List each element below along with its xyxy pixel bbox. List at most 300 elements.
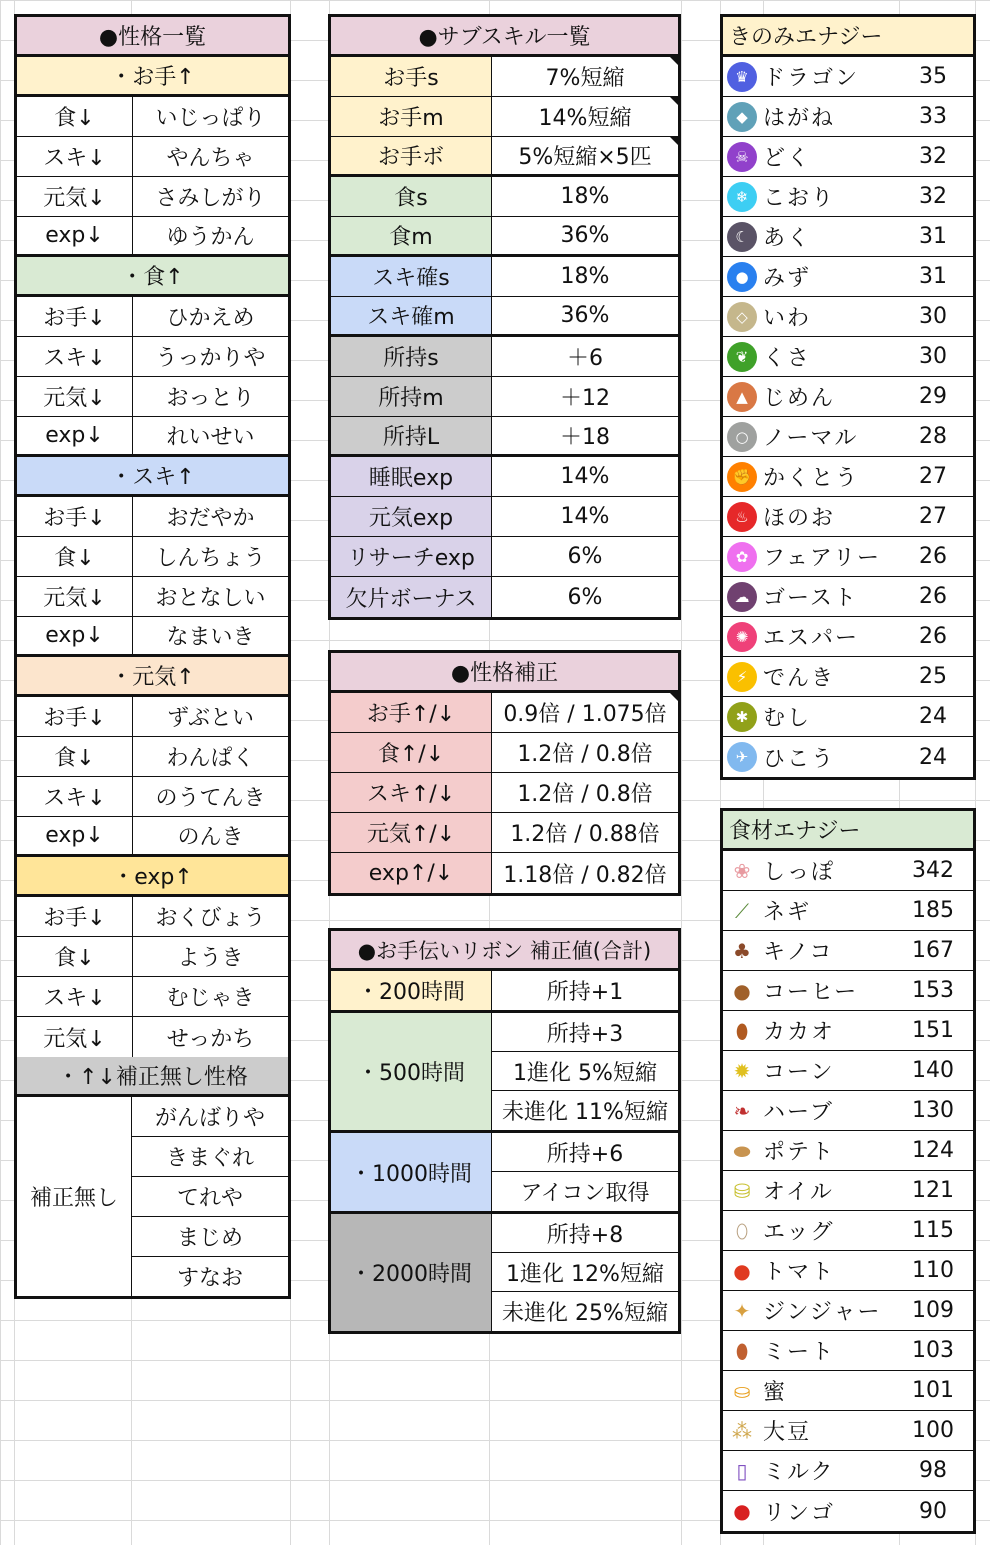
rock-icon: ◇ xyxy=(727,302,757,332)
nature-name: ようき xyxy=(132,937,288,976)
berry-type-name: いわ xyxy=(763,306,812,331)
nature-group-header-row xyxy=(17,657,288,697)
ingredient-row xyxy=(723,891,973,931)
ingredient-name: カカオ xyxy=(763,1020,836,1045)
ingredient-row xyxy=(723,1491,973,1531)
berry-type-name: ほのお xyxy=(763,506,836,531)
ribbon-value-row xyxy=(492,1292,678,1331)
berry-energy-value: 25 xyxy=(919,664,947,689)
neutral-nature-name: がんばりや xyxy=(154,1106,265,1131)
subskill-effect: 36% xyxy=(491,217,678,254)
ingredient-energy-table xyxy=(720,808,976,1534)
nature-down-stat: 食↓ xyxy=(54,946,95,971)
berry-row xyxy=(723,417,973,457)
ribbon-tier xyxy=(331,1013,678,1133)
ingredient-energy-value: 100 xyxy=(912,1418,954,1443)
subskill-effect: 14%短縮 xyxy=(491,97,678,136)
ingredient-name: 蜜 xyxy=(763,1380,788,1405)
subskill-row xyxy=(331,97,678,137)
berry-type-name: くさ xyxy=(763,346,812,371)
subskill-title: ●サブスキル一覧 xyxy=(418,25,591,50)
nature-row xyxy=(17,577,288,617)
berry-row xyxy=(723,97,973,137)
neutral-label: 補正無し xyxy=(17,1097,132,1296)
ribbon-tier-values xyxy=(491,1013,678,1130)
ribbon-value-row xyxy=(492,1172,678,1211)
dark-icon: ☾ xyxy=(727,222,757,252)
neutral-nature-row xyxy=(132,1097,288,1137)
ingredient-row xyxy=(723,1411,973,1451)
ingredient-energy-value: 124 xyxy=(912,1138,954,1163)
berry-energy-value: 30 xyxy=(919,344,947,369)
nature-down-stat: 元気↓ xyxy=(43,586,106,611)
ingredient-name: ミート xyxy=(763,1340,836,1365)
subskill-row xyxy=(331,257,678,297)
berry-type-name: ドラゴン xyxy=(763,66,860,91)
fire-icon: ♨ xyxy=(727,502,757,532)
berry-energy-value: 35 xyxy=(919,64,947,89)
ribbon-title: ●お手伝いリボン 補正値(合計) xyxy=(357,938,652,963)
nature-row xyxy=(17,697,288,737)
nature-row xyxy=(17,617,288,657)
subskill-row xyxy=(331,457,678,497)
nature-list-title: ●性格一覧 xyxy=(98,25,207,50)
subskill-effect: 6% xyxy=(491,577,678,617)
berry-row xyxy=(723,377,973,417)
ingredient-row xyxy=(723,1051,973,1091)
berry-type-name: はがね xyxy=(763,106,836,131)
subskill-effect: ＋18 xyxy=(491,417,678,454)
ribbon-tier-values xyxy=(491,971,678,1010)
ribbon-value-row xyxy=(492,1052,678,1091)
nature-row xyxy=(17,777,288,817)
nature-row xyxy=(17,1017,288,1057)
ingredient-name: ミルク xyxy=(763,1460,835,1485)
correction-multiplier: 1.18倍 / 0.82倍 xyxy=(491,853,678,893)
subskill-name: 元気exp xyxy=(331,497,491,536)
nature-name: おだやか xyxy=(132,497,288,536)
berry-energy-value: 26 xyxy=(919,584,947,609)
leek-icon: ⟋ xyxy=(735,898,749,923)
nature-name: わんぱく xyxy=(132,737,288,776)
nature-name: おっとり xyxy=(132,377,288,416)
subskill-effect: 18% xyxy=(491,257,678,296)
nature-name: なまいき xyxy=(132,617,288,654)
ingredient-title-row xyxy=(723,811,973,851)
nature-down-stat: スキ↓ xyxy=(43,146,106,171)
ribbon-value: 未進化 11%短縮 xyxy=(502,1100,668,1125)
nature-group-header: ・食↑ xyxy=(121,265,184,290)
correction-multiplier: 0.9倍 / 1.075倍 xyxy=(491,693,678,732)
subskill-effect: 7%短縮 xyxy=(491,57,678,96)
ingredient-name: リンゴ xyxy=(763,1500,836,1526)
nature-group-header-row xyxy=(17,857,288,897)
nature-name: さみしがり xyxy=(132,177,288,216)
coffee-icon: ● xyxy=(733,978,751,1003)
nature-down-stat: exp↓ xyxy=(45,423,104,448)
subskill-effect: 14% xyxy=(491,497,678,536)
berry-energy-value: 28 xyxy=(919,424,947,449)
berry-row xyxy=(723,337,973,377)
nature-name: むじゃき xyxy=(132,977,288,1016)
subskill-row xyxy=(331,217,678,257)
nature-name: ゆうかん xyxy=(132,217,288,254)
berry-row xyxy=(723,617,973,657)
mushroom-icon: ♣ xyxy=(733,938,751,963)
berry-type-name: じめん xyxy=(763,386,836,411)
bug-icon: ✱ xyxy=(727,702,757,732)
berry-row xyxy=(723,297,973,337)
ingredient-row xyxy=(723,1251,973,1291)
berry-energy-value: 31 xyxy=(919,264,947,289)
milk-icon: ▯ xyxy=(736,1458,748,1483)
ribbon-title-row xyxy=(331,931,678,971)
water-icon: ● xyxy=(727,262,757,292)
ribbon-value: 未進化 25%短縮 xyxy=(502,1301,668,1326)
subskill-effect: ＋12 xyxy=(491,377,678,416)
ginger-icon: ✦ xyxy=(733,1298,751,1323)
berry-row xyxy=(723,537,973,577)
subskill-name: 所持s xyxy=(331,337,491,376)
ingredient-energy-value: 151 xyxy=(912,1018,954,1043)
nature-name: うっかりや xyxy=(132,337,288,376)
subskill-name: 睡眠exp xyxy=(331,457,491,496)
correction-stat: スキ↑/↓ xyxy=(331,773,491,812)
berry-type-name: ノーマル xyxy=(763,426,859,451)
correction-stat: exp↑/↓ xyxy=(331,853,491,893)
ingredient-name: ネギ xyxy=(763,900,812,925)
nature-row xyxy=(17,417,288,457)
nature-group-header: ・exp↑ xyxy=(112,865,193,890)
ribbon-tier-label: ・200時間 xyxy=(331,971,491,1010)
neutral-header-row xyxy=(17,1057,288,1097)
ground-icon: ▲ xyxy=(727,382,757,412)
nature-row xyxy=(17,377,288,417)
neutral-nature-row xyxy=(132,1217,288,1257)
neutral-nature-name: すなお xyxy=(176,1266,243,1291)
ingredient-name: ジンジャー xyxy=(763,1300,882,1325)
nature-down-stat: スキ↓ xyxy=(43,346,106,371)
berry-row xyxy=(723,737,973,777)
nature-name: やんちゃ xyxy=(132,137,288,176)
nature-down-stat: 食↓ xyxy=(54,106,95,131)
nature-correction-table xyxy=(328,650,681,896)
egg-icon: ⬯ xyxy=(735,1218,749,1243)
ribbon-value: 所持+6 xyxy=(546,1141,624,1167)
apple-icon: ● xyxy=(733,1499,751,1523)
nature-down-stat: 元気↓ xyxy=(43,1026,106,1052)
nature-down-stat: 元気↓ xyxy=(43,386,106,411)
nature-row xyxy=(17,177,288,217)
nature-row xyxy=(17,137,288,177)
ribbon-tier xyxy=(331,1214,678,1331)
neutral-nature-row xyxy=(132,1137,288,1177)
corn-icon: ✹ xyxy=(733,1058,751,1083)
berry-title-row xyxy=(723,17,973,57)
berry-type-name: でんき xyxy=(763,666,836,691)
ingredient-energy-value: 121 xyxy=(912,1178,954,1203)
correction-multiplier: 1.2倍 / 0.8倍 xyxy=(491,733,678,772)
berry-type-name: エスパー xyxy=(763,626,860,651)
ingredient-title: 食材エナジー xyxy=(729,819,861,844)
ribbon-tier-label: ・1000時間 xyxy=(331,1133,491,1211)
normal-icon: ○ xyxy=(727,422,757,452)
nature-name: れいせい xyxy=(132,417,288,454)
berry-type-name: ひこう xyxy=(763,746,836,772)
subskill-row xyxy=(331,417,678,457)
ghost-icon: ☁ xyxy=(727,582,757,612)
ribbon-value: 所持+1 xyxy=(546,980,624,1005)
flying-icon: ✈ xyxy=(727,742,757,772)
ingredient-energy-value: 185 xyxy=(912,898,954,923)
berry-energy-value: 27 xyxy=(919,464,947,489)
ribbon-tier-values xyxy=(491,1133,678,1211)
ingredient-name: コーン xyxy=(763,1060,835,1085)
ribbon-value-row xyxy=(492,1091,678,1130)
subskill-row xyxy=(331,297,678,337)
subskill-name: 欠片ボーナス xyxy=(331,577,491,617)
correction-multiplier: 1.2倍 / 0.88倍 xyxy=(491,813,678,852)
ingredient-row xyxy=(723,1331,973,1371)
nature-down-stat: お手↓ xyxy=(43,906,106,931)
ingredient-energy-value: 153 xyxy=(912,978,954,1003)
correction-title: ●性格補正 xyxy=(450,661,559,686)
berry-energy-value: 32 xyxy=(919,184,947,209)
ribbon-value: 1進化 12%短縮 xyxy=(506,1261,664,1287)
nature-row xyxy=(17,977,288,1017)
ribbon-value-row xyxy=(492,971,678,1010)
tail-icon: ❀ xyxy=(733,858,751,883)
nature-group-header: ・元気↑ xyxy=(110,665,195,690)
nature-down-stat: お手↓ xyxy=(43,706,106,731)
berry-row xyxy=(723,257,973,297)
grass-icon: ❦ xyxy=(727,342,757,372)
subskill-name: お手ボ xyxy=(331,137,491,174)
berry-row xyxy=(723,577,973,617)
berry-row xyxy=(723,457,973,497)
ingredient-row xyxy=(723,1291,973,1331)
ingredient-energy-value: 130 xyxy=(912,1098,954,1123)
psychic-icon: ✺ xyxy=(727,622,757,652)
berry-type-name: みず xyxy=(763,266,812,291)
subskill-name: スキ確s xyxy=(331,257,491,296)
neutral-nature-name: まじめ xyxy=(176,1226,243,1251)
subskill-row xyxy=(331,177,678,217)
nature-row xyxy=(17,497,288,537)
ingredient-name: ポテト xyxy=(763,1140,836,1165)
nature-down-stat: 食↓ xyxy=(54,546,95,571)
nature-group-header: ・お手↑ xyxy=(110,65,195,90)
nature-down-stat: exp↓ xyxy=(45,823,104,848)
ribbon-value-row xyxy=(492,1013,678,1052)
fighting-icon: ✊ xyxy=(727,462,757,492)
subskill-row xyxy=(331,497,678,537)
subskill-effect: ＋6 xyxy=(491,337,678,376)
subskill-row xyxy=(331,537,678,577)
steel-icon: ◆ xyxy=(727,102,757,132)
correction-title-row xyxy=(331,653,678,693)
berry-energy-value: 32 xyxy=(919,144,947,169)
nature-name: のんき xyxy=(132,817,288,854)
berry-type-name: むし xyxy=(763,706,812,731)
ingredient-row xyxy=(723,971,973,1011)
ingredient-energy-value: 90 xyxy=(919,1498,947,1524)
nature-row xyxy=(17,737,288,777)
berry-energy-value: 26 xyxy=(919,624,947,649)
neutral-header: ・↑↓補正無し性格 xyxy=(57,1065,248,1090)
berry-energy-value: 24 xyxy=(919,744,947,770)
cacao-icon: ⬮ xyxy=(735,1018,749,1043)
berry-row xyxy=(723,697,973,737)
berry-energy-value: 31 xyxy=(919,224,947,249)
subskill-title-row xyxy=(331,17,678,57)
berry-row xyxy=(723,217,973,257)
nature-row xyxy=(17,897,288,937)
nature-down-stat: 元気↓ xyxy=(43,186,106,211)
ingredient-name: コーヒー xyxy=(763,980,859,1005)
ice-icon: ❄ xyxy=(727,182,757,212)
subskill-name: 食m xyxy=(331,217,491,254)
ribbon-tier-label: ・500時間 xyxy=(331,1013,491,1130)
nature-row xyxy=(17,937,288,977)
berry-energy-value: 26 xyxy=(919,544,947,569)
ingredient-name: トマト xyxy=(763,1260,836,1285)
potato-icon: ⬬ xyxy=(733,1138,751,1163)
correction-stat: お手↑/↓ xyxy=(331,693,491,732)
ingredient-energy-value: 167 xyxy=(912,938,954,963)
subskill-effect: 14% xyxy=(491,457,678,496)
electric-icon: ⚡ xyxy=(727,662,757,692)
ribbon-table xyxy=(328,928,681,1334)
nature-name: おとなしい xyxy=(132,577,288,616)
subskill-name: 所持L xyxy=(331,417,491,454)
ingredient-energy-value: 110 xyxy=(912,1258,954,1283)
nature-name: いじっぱり xyxy=(132,97,288,136)
subskill-row xyxy=(331,137,678,177)
nature-row xyxy=(17,297,288,337)
correction-row xyxy=(331,693,678,733)
subskill-name: 所持m xyxy=(331,377,491,416)
nature-down-stat: 食↓ xyxy=(54,746,95,771)
nature-list-table xyxy=(14,14,291,1299)
berry-row xyxy=(723,177,973,217)
nature-row xyxy=(17,337,288,377)
nature-group-header-row xyxy=(17,57,288,97)
honey-icon: ⛀ xyxy=(733,1378,751,1403)
nature-name: ひかえめ xyxy=(132,297,288,336)
ingredient-name: ハーブ xyxy=(763,1100,834,1125)
soybean-icon: ⁂ xyxy=(732,1418,752,1443)
correction-stat: 食↑/↓ xyxy=(331,733,491,772)
neutral-nature-row xyxy=(132,1177,288,1217)
fairy-icon: ✿ xyxy=(727,542,757,572)
ribbon-tier-values xyxy=(491,1214,678,1331)
subskill-row xyxy=(331,57,678,97)
nature-row xyxy=(17,537,288,577)
ingredient-name: キノコ xyxy=(763,940,834,965)
nature-name: ずぶとい xyxy=(132,697,288,736)
ribbon-value: アイコン取得 xyxy=(520,1181,650,1206)
subskill-effect: 6% xyxy=(491,537,678,576)
subskill-name: リサーチexp xyxy=(331,537,491,576)
neutral-nature-name: きまぐれ xyxy=(165,1146,254,1171)
subskill-effect: 36% xyxy=(491,297,678,334)
ingredient-row xyxy=(723,851,973,891)
poison-icon: ☠ xyxy=(727,142,757,172)
nature-name: しんちょう xyxy=(132,537,288,576)
ribbon-value: 所持+8 xyxy=(546,1222,624,1248)
berry-type-name: あく xyxy=(763,226,812,251)
ingredient-row xyxy=(723,1211,973,1251)
nature-group-header: ・スキ↑ xyxy=(110,465,195,490)
meat-icon: ⬮ xyxy=(735,1338,749,1363)
ribbon-value: 所持+3 xyxy=(546,1021,624,1047)
neutral-nature-name: てれや xyxy=(176,1186,243,1211)
nature-row xyxy=(17,217,288,257)
ingredient-energy-value: 109 xyxy=(912,1298,954,1323)
berry-energy-table xyxy=(720,14,976,780)
nature-down-stat: お手↓ xyxy=(43,306,106,331)
nature-down-stat: exp↓ xyxy=(45,623,104,648)
nature-row xyxy=(17,817,288,857)
subskill-effect: 18% xyxy=(491,177,678,216)
nature-group-header-row xyxy=(17,257,288,297)
berry-row xyxy=(723,497,973,537)
nature-down-stat: お手↓ xyxy=(43,506,106,531)
subskill-effect: 5%短縮×5匹 xyxy=(491,137,678,174)
ingredient-row xyxy=(723,1131,973,1171)
ingredient-energy-value: 140 xyxy=(912,1058,954,1083)
ingredient-row xyxy=(723,931,973,971)
ingredient-row xyxy=(723,1091,973,1131)
nature-down-stat: スキ↓ xyxy=(43,986,106,1011)
correction-row xyxy=(331,773,678,813)
subskill-row xyxy=(331,577,678,617)
nature-down-stat: スキ↓ xyxy=(43,786,106,811)
subskill-row xyxy=(331,377,678,417)
nature-name: のうてんき xyxy=(132,777,288,816)
berry-type-name: どく xyxy=(763,146,812,171)
berry-type-name: フェアリー xyxy=(763,546,882,571)
ribbon-value: 1進化 5%短縮 xyxy=(513,1060,657,1086)
ingredient-energy-value: 115 xyxy=(912,1218,954,1243)
berry-type-name: こおり xyxy=(763,186,836,211)
neutral-nature-row xyxy=(132,1257,288,1296)
ingredient-name: 大豆 xyxy=(763,1420,812,1445)
ingredient-energy-value: 342 xyxy=(912,858,954,883)
ribbon-value-row xyxy=(492,1133,678,1172)
correction-stat: 元気↑/↓ xyxy=(331,813,491,852)
ribbon-tier xyxy=(331,971,678,1013)
ingredient-row xyxy=(723,1371,973,1411)
ribbon-value-row xyxy=(492,1214,678,1253)
ingredient-energy-value: 101 xyxy=(912,1378,954,1403)
subskill-name: 食s xyxy=(331,177,491,216)
ingredient-name: オイル xyxy=(763,1180,834,1205)
tomato-icon: ● xyxy=(733,1258,751,1283)
subskill-row xyxy=(331,337,678,377)
dragon-icon: ♛ xyxy=(727,62,757,92)
ingredient-name: しっぽ xyxy=(763,860,836,885)
ingredient-row xyxy=(723,1171,973,1211)
berry-row xyxy=(723,137,973,177)
ribbon-value-row xyxy=(492,1253,678,1292)
correction-row xyxy=(331,813,678,853)
ingredient-energy-value: 103 xyxy=(912,1338,954,1363)
nature-list-title-row xyxy=(17,17,288,57)
herb-icon: ❧ xyxy=(733,1098,751,1123)
nature-group-header-row xyxy=(17,457,288,497)
